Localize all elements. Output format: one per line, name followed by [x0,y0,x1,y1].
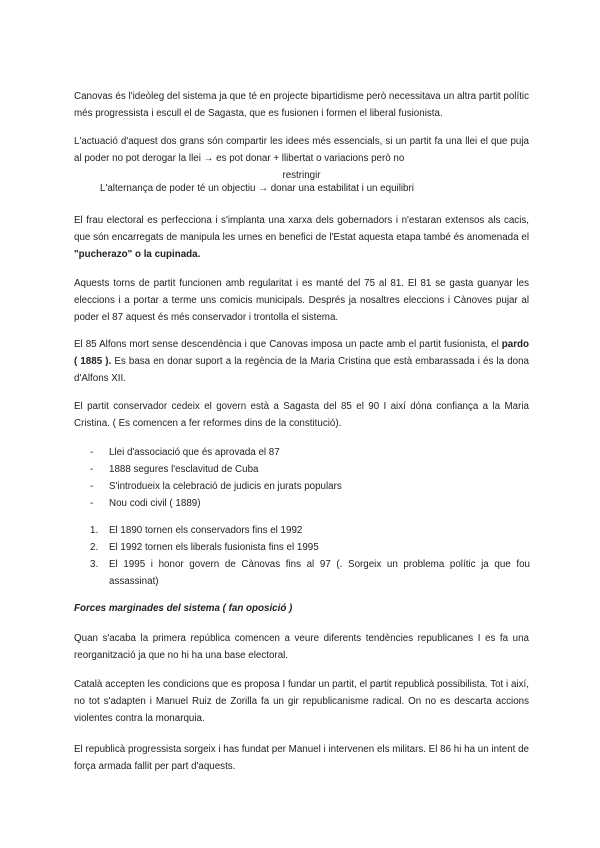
paragraph-republica: Quan s'acaba la primera república comencen a veure diferents tendències republicanes I es fa una reorganització ja que no hi ha una base electoral. [74,633,529,661]
frau-text: El frau electoral es perfecciona i s'implanta una xarxa dels gobernadors i n'estaran extensos als cacis, que són encarregats de manipula les urnes en benefici de l'Estat aquesta etapa també és anomenada el [74,215,529,243]
paragraph-progressista: El republicà progressista sorgeix i has fundat per Manuel i intervenen els militars. El 86 hi ha un intent de força armada fallit per part d'aquests. [74,744,529,772]
alfons-text-b: Es basa en donar suport a la regència de la Maria Cristina que està embarassada i és la dona d'Alfons XII. [74,356,529,384]
section-heading: Forces marginades del sistema ( fan oposició ) [74,603,293,614]
paragraph-alfons [74,336,529,387]
alfons-bold: pardo ( 1885 ). [74,339,529,367]
frau-bold: "pucherazo" o la cupinada. [74,249,201,260]
paragraph-frau [74,212,529,263]
paragraph-actuacio [74,133,529,184]
paragraph-possibilista: Català accepten les condicions que es proposa I fundar un partit, el partit republicà possibilista. Tot i així, no tot s'adapten i Manuel Ruiz de Zorilla fa un gir republicanisme radical. On no es descarta accions violentes contra la monarquia. [74,679,529,724]
alfons-text-a: El 85 Alfons mort sense descendència i que Canovas imposa un pacte amb el partit fusionista, el [74,339,502,350]
list-item: 2. El 1992 tornen els liberals fusionista fins el 1995 [90,542,319,553]
paragraph-actuacio-tail: restringir [282,170,321,181]
paragraph-canovas: Canovas és l'ideòleg del sistema ja que té en projecte bipartidisme però necessitava un altra partit polític més progressista i escull el de Sagasta, que es fusionen i formen el liberal fusionista. [74,91,529,119]
paragraph-actuacio-text: L'actuació d'aquest dos grans són compartir les idees més essencials, si un partit fa una llei el que puja al poder no pot derogar la llei → es pot donar + llibertat o variacions però no [74,136,529,164]
paragraph-torns: Aquests torns de partit funcionen amb regularitat i es manté del 75 al 81. El 81 se gasta guanyar les eleccions i a portar a terme uns comicis municipals. Després ja nosaltres eleccions i Cànoves pujar al poder el 87 aquest és més conservador i trontolla el sistema. [74,278,529,323]
list-item: 1. El 1890 tornen els conservadors fins el 1992 [90,525,303,536]
governments-list [90,522,530,590]
list-item: - 1888 segures l'esclavitud de Cuba [90,464,259,475]
list-item: 3. El 1995 i honor govern de Cànovas fins al 97 (. Sorgeix un problema polític ja que fou assassinat) [90,559,530,587]
list-item: - S'introdueix la celebració de judicis en jurats populars [90,481,342,492]
list-item: - Nou codi civil ( 1889) [90,498,201,509]
paragraph-alternanca: L'alternança de poder té un objectiu → donar una estabilitat i un equilibri [100,183,414,194]
reforms-list [90,444,530,512]
paragraph-conservador: El partit conservador cedeix el govern està a Sagasta del 85 el 90 I així dóna confiança a la Maria Cristina. ( Es comencen a fer reformes dins de la constitució). [74,401,529,429]
list-item: - Llei d'associació que és aprovada el 87 [90,447,280,458]
